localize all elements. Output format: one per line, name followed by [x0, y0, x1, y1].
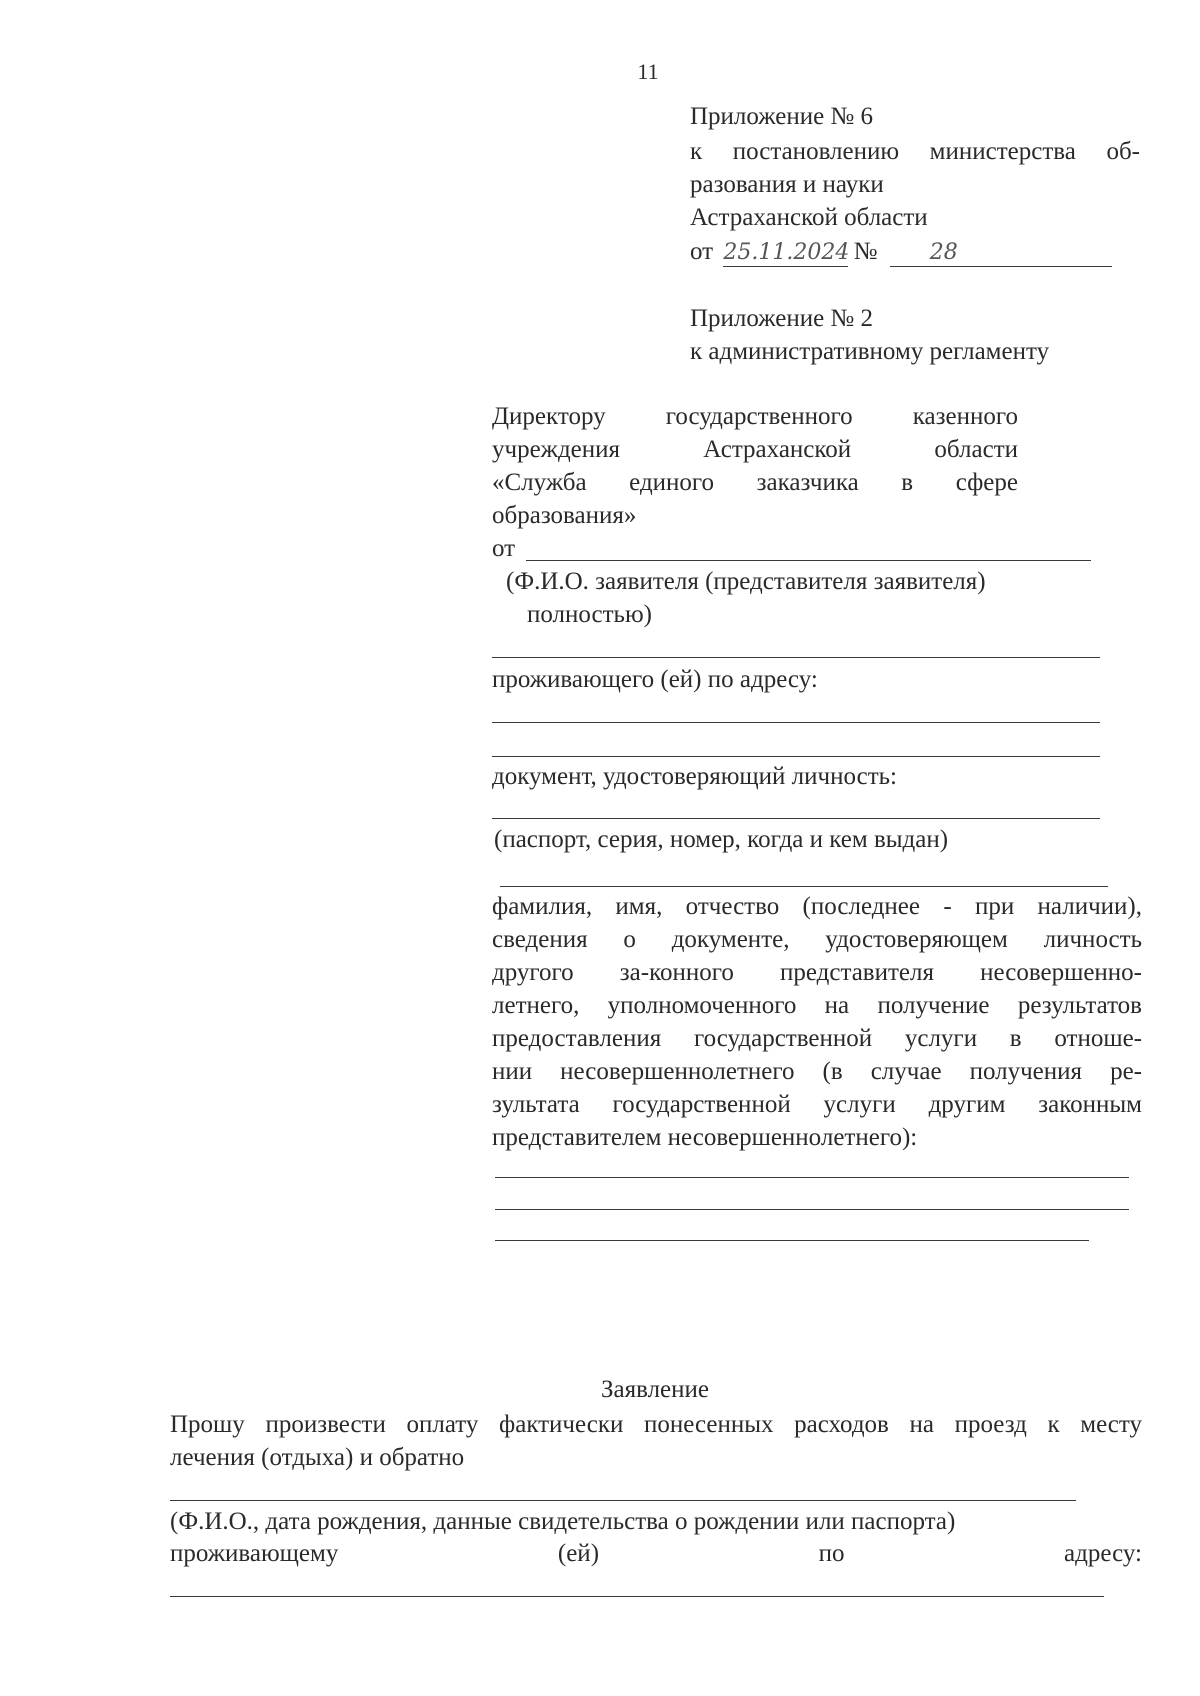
number-prefix: №	[853, 238, 878, 265]
addressee-line1: Директору государственного казенного	[492, 403, 1018, 430]
page-number: 11	[637, 59, 659, 84]
statement-line1: Прошу произвести оплату фактически понесенных расходов на проезд к месту	[170, 1411, 1142, 1438]
representative-field-line-3	[495, 1240, 1089, 1241]
representative-line-4: летнего, уполномоченного на получение результатов	[492, 992, 1142, 1019]
address-label: проживающего (ей) по адресу:	[492, 666, 818, 693]
representative-line-7: зультата государственной услуги другим законным	[492, 1091, 1142, 1118]
document-field-line	[492, 818, 1100, 819]
representative-line-6: нии несовершеннолетнего (в случае получения ре-	[492, 1058, 1142, 1085]
representative-field-line-2	[495, 1209, 1129, 1210]
representative-line-3: другого за-конного представителя несовершенно-	[492, 959, 1142, 986]
addressee-line4: образования»	[492, 502, 637, 529]
addressee-from: от	[492, 535, 516, 562]
address-field-line-2	[492, 756, 1100, 757]
residing-address-line	[170, 1596, 1104, 1597]
fio-hint-line1: (Ф.И.О. заявителя (представителя заявителя)	[506, 568, 986, 595]
document-label: документ, удостоверяющий личность:	[492, 763, 897, 790]
representative-line-5: предоставления государственной услуги в отноше-	[492, 1025, 1142, 1052]
addressee-line3: «Служба единого заказчика в сфере	[492, 469, 1018, 496]
representative-line-2: сведения о документе, удостоверяющем личность	[492, 926, 1142, 953]
fio-field-line	[492, 657, 1100, 658]
residing-word-1: проживающему	[170, 1540, 339, 1567]
residing-row	[170, 1537, 1142, 1570]
statement-fio-hint: (Ф.И.О., дата рождения, данные свидетельства о рождении или паспорта)	[170, 1508, 956, 1535]
date-prefix: от	[690, 238, 714, 265]
passport-field-line	[500, 886, 1108, 887]
representative-line-8: представителем несовершеннолетнего):	[492, 1124, 918, 1151]
appendix-2-title: Приложение № 2	[690, 305, 874, 332]
appendix-2-line1: к административному регламенту	[690, 338, 1050, 365]
from-underline	[526, 560, 1091, 561]
passport-hint: (паспорт, серия, номер, когда и кем выдан)	[494, 826, 949, 853]
fio-hint-line2: полностью)	[527, 601, 652, 628]
statement-line2: лечения (отдыха) и обратно	[170, 1444, 465, 1471]
appendix-6-date-row	[690, 235, 1140, 269]
representative-field-line-1	[495, 1177, 1129, 1178]
handwritten-number: 28	[929, 240, 958, 265]
residing-word-3: по	[818, 1540, 845, 1567]
statement-title: Заявление	[600, 1376, 710, 1403]
address-field-line-1	[492, 722, 1100, 723]
representative-line-1: фамилия, имя, отчество (последнее - при наличии),	[492, 893, 1142, 920]
number-underline	[890, 266, 1112, 267]
appendix-6-line2: разования и науки	[690, 171, 884, 198]
appendix-6-line1: к постановлению министерства об-	[690, 138, 1140, 165]
addressee-line2: учреждения Астраханской области	[492, 436, 1018, 463]
statement-fio-line	[170, 1500, 1076, 1501]
date-underline	[723, 266, 848, 267]
handwritten-date: 25.11.2024	[723, 240, 850, 265]
residing-word-2: (ей)	[557, 1540, 600, 1567]
residing-word-4: адресу:	[1064, 1540, 1142, 1567]
appendix-6-title: Приложение № 6	[690, 103, 874, 130]
appendix-6-line3: Астраханской области	[690, 204, 928, 231]
